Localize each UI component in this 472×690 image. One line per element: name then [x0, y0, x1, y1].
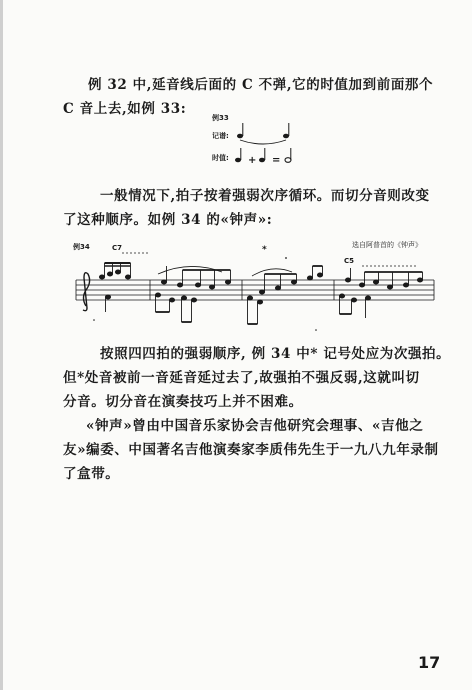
paragraph-4-line-1: «钟声»曾由中国音乐家协会吉他研究会理事、«吉他之: [86, 418, 424, 434]
page-edge-shadow: [0, 0, 3, 690]
paragraph-4-line-3: 了盒带。: [63, 466, 120, 482]
example-33-notation-label: 记谱:: [212, 132, 229, 140]
example-34-position-marking-left: C7: [112, 244, 123, 252]
page-number: 17: [418, 653, 441, 672]
example-34-position-marking-right: C5: [344, 257, 355, 265]
svg-text:=: =: [272, 155, 281, 166]
example-34-source-note: 选自阿普首的《钟声》: [352, 241, 422, 249]
example-33-notation: [232, 112, 312, 172]
example-33-label: 例33: [212, 114, 229, 122]
paragraph-2-line-1: 一般情况下,拍子按着强弱次序循环。而切分音则改变: [100, 188, 430, 204]
paragraph-3-line-3: 分音。切分音在演奏技巧上并不困难。: [63, 394, 303, 410]
example-34-score: [72, 252, 436, 336]
paragraph-2-line-2: 了这种顺序。如例 34 的«钟声»:: [63, 212, 273, 228]
svg-text:+: +: [248, 155, 257, 166]
example-34-label: 例34: [73, 243, 90, 251]
paragraph-3-line-1: 按照四四拍的强弱顺序, 例 34 中* 记号处应为次强拍。: [100, 346, 451, 362]
paragraph-3-line-2: 但*处音被前一音延音延过去了,故强拍不强反弱,这就叫切: [63, 370, 420, 386]
paragraph-4-line-2: 友»编委、中国著名吉他演奏家李质伟先生于一九八九年录制: [63, 442, 439, 458]
paragraph-1-line-2: C 音上去,如例 33:: [63, 101, 187, 117]
paragraph-1-line-1: 例 32 中,延音线后面的 C 不弹,它的时值加到前面那个: [88, 77, 434, 93]
example-33-duration-label: 时值:: [212, 154, 229, 162]
syncopation-asterisk-mark: *: [262, 245, 267, 255]
